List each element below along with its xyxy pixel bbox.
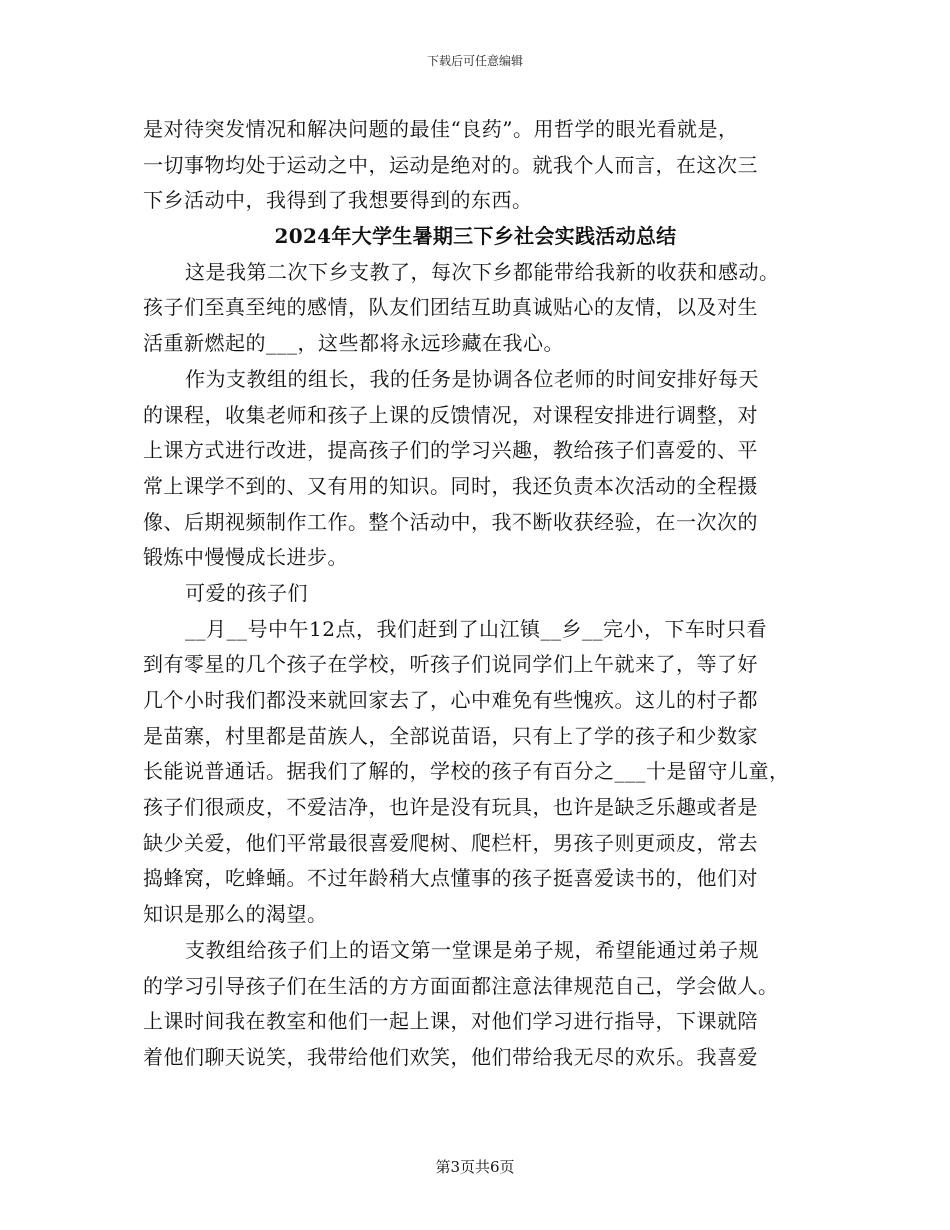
body-line: 活重新燃起的___，这些都将永远珍藏在我心。 (143, 331, 564, 356)
document-body (143, 112, 808, 1076)
subheading-line: 可爱的孩子们 (185, 580, 308, 605)
section-title: 2024年大学生暑期三下乡社会实践活动总结 (274, 224, 677, 249)
body-line: 缺少关爱，他们平常最很喜爱爬树、爬栏杆，男孩子则更顽皮，常去 (143, 830, 758, 855)
paragraph-start-line: 这是我第二次下乡支教了，每次下乡都能带给我新的收获和感动。 (185, 259, 780, 284)
body-line: 是苗寨，村里都是苗族人，全部说苗语，只有上了学的孩子和少数家 (143, 723, 758, 748)
body-line: 常上课学不到的、又有用的知识。同时，我还负责本次活动的全程摄 (143, 473, 758, 498)
body-line: 着他们聊天说笑，我带给他们欢笑，他们带给我无尽的欢乐。我喜爱 (143, 1044, 758, 1069)
paragraph-start-line: 支教组给孩子们上的语文第一堂课是弟子规，希望能通过弟子规 (185, 937, 759, 962)
page-footer: 第3页共6页 (435, 1158, 515, 1176)
body-line: 上课方式进行改进，提高孩子们的学习兴趣，教给孩子们喜爱的、平 (143, 438, 758, 463)
body-line: 像、后期视频制作工作。整个活动中，我不断收获经验，在一次次的 (143, 509, 758, 534)
body-line: 上课时间我在教室和他们一起上课，对他们学习进行指导，下课就陪 (143, 1009, 758, 1034)
page-header: 下载后可任意编辑 (426, 54, 523, 68)
body-line: 长能说普通话。据我们了解的，学校的孩子有百分之___十是留守儿童， (143, 759, 790, 784)
body-line: 知识是那么的渴望。 (143, 902, 328, 927)
body-line: 孩子们至真至纯的感情，队友们团结互助真诚贴心的友情，以及对生 (143, 295, 758, 320)
body-line: 是对待突发情况和解决问题的最佳“良药”。用哲学的眼光看就是， (143, 117, 739, 141)
body-line: 到有零星的几个孩子在学校，听孩子们说同学们上午就来了，等了好 (143, 652, 758, 677)
body-line: 的课程，收集老师和孩子上课的反馈情况，对课程安排进行调整，对 (143, 402, 758, 427)
body-line: 一切事物均处于运动之中，运动是绝对的。就我个人而言，在这次三 (143, 152, 758, 177)
body-line: 孩子们很顽皮，不爱洁净，也许是没有玩具，也许是缺乏乐趣或者是 (143, 795, 758, 820)
body-line: 几个小时我们都没来就回家去了，心中难免有些愧疚。这儿的村子都 (143, 688, 758, 712)
body-line: 下乡活动中，我得到了我想要得到的东西。 (143, 188, 533, 213)
body-line: 的学习引导孩子们在生活的方方面面都注意法律规范自己，学会做人。 (143, 973, 779, 998)
paragraph-start-line: 作为支教组的组长，我的任务是协调各位老师的时间安排好每天 (185, 366, 759, 391)
body-line: 捣蜂窝，吃蜂蛹。不过年龄稍大点懂事的孩子挺喜爱读书的，他们对 (143, 866, 758, 891)
paragraph-start-line: __月__号中午12点，我们赶到了山江镇__乡__完小，下车时只看 (185, 616, 767, 641)
body-line: 锻炼中慢慢成长进步。 (143, 545, 348, 570)
